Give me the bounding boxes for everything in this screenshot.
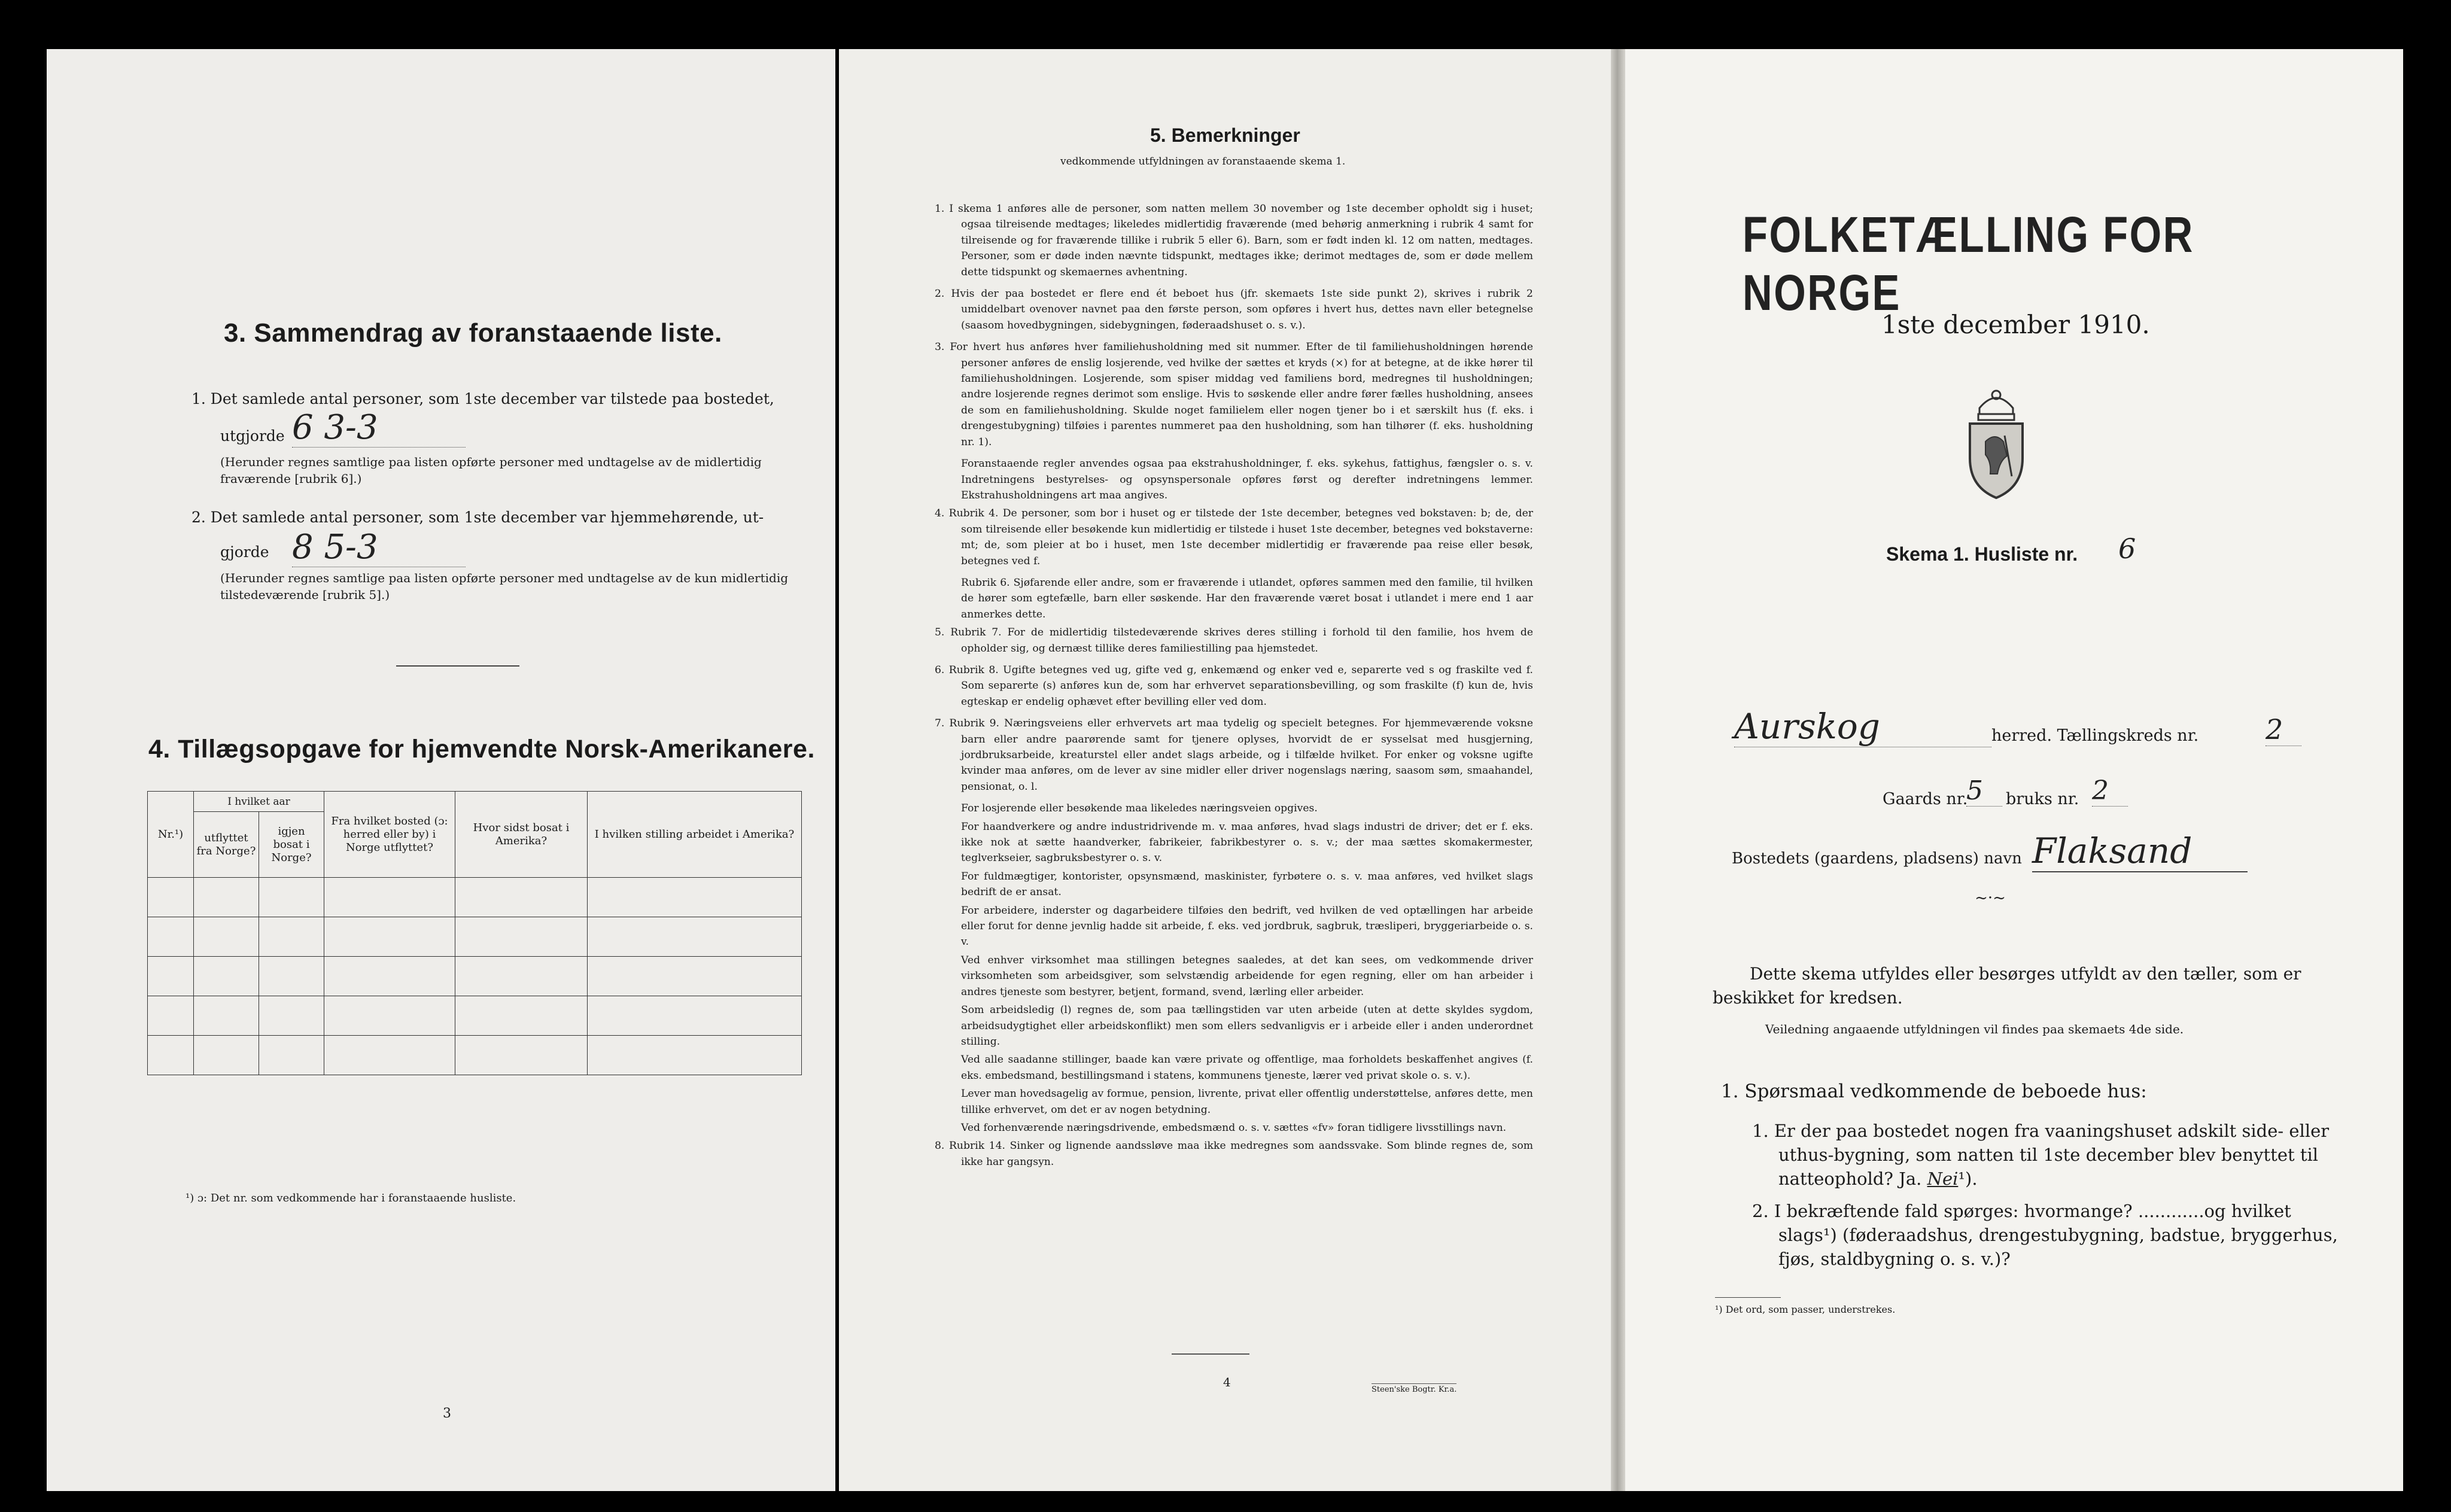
bruks-nr: 2: [2092, 775, 2128, 807]
question-1-text: 1. Er der paa bostedet nogen fra vaaningshuset adskilt side- eller uthus-bygning, som natten til 1ste december blev benyttet til natteophold?: [1752, 1121, 2330, 1189]
intro-text: Dette skema utfyldes eller besørges utfyldt av den tæller, som er beskikket for kredsen.: [1713, 964, 2301, 1008]
gaards-label: Gaards nr.: [1883, 790, 1968, 808]
page-4: [839, 49, 1611, 1491]
remark-paragraph: 4. Rubrik 4. De personer, som bor i huset og er tilstede der 1ste december, betegnes ved bokstaven: b; de, der som tilreisende eller besøkende kun midlertidig er tilstede i huset 1ste december, betegnes ved bokstaverne: mt; de, som pleier at bo i huset, men 1ste december midlertidig er fraværende paa reise eller besøk, betegnes ved f.: [935, 507, 1533, 567]
question-1: 1. Er der paa bostedet nogen fra vaaningshuset adskilt side- eller uthus-bygning, som natten til 1ste december blev benyttet til natteophold? Ja. Nei¹).: [1752, 1121, 2330, 1189]
remark-paragraph: Rubrik 6. Sjøfarende eller andre, som er fraværende i utlandet, opføres sammen med den familie, til hvilken de hører som egtefælle, barn eller søskende. Har den fraværende været bosat i utlandet i mere end 1 aar anmerkes dette.: [961, 576, 1533, 620]
census-date: 1ste december 1910.: [1881, 310, 2150, 339]
table-row: [148, 957, 802, 996]
table-footnote: ¹) ɔ: Det nr. som vedkommende har i foranstaaende husliste.: [186, 1192, 516, 1204]
herred-label: herred. Tællingskreds nr.: [1991, 726, 2199, 745]
question-1-answer-prefix: Ja.: [1899, 1169, 1922, 1189]
remark-paragraph: Ved alle saadanne stillinger, baade kan være private og offentlige, maa forholdets beskaffenhet angives (f. eks. embedsmand, bestillingsmand i statens, kommunens tjeneste, lærer ved privat skole o. s. v.).: [961, 1054, 1533, 1082]
summary-item-1-lead: utgjorde: [220, 427, 285, 445]
remark-paragraph: Ved forhenværende næringsdrivende, embedsmænd o. s. v. sættes «fv» foran tidligere livsstillings navn.: [961, 1121, 1507, 1134]
remark-paragraph: 7. Rubrik 9. Næringsveiens eller erhvervets art maa tydelig og specielt betegnes. For hjemmeværende voksne barn eller andre paarørende samt for tjenere oplyses, hvorvidt de er sysselsat med husgjerning, jordbruksarbeide, kreaturstel eller andet slags arbeide, og i tilfælde hvilket. For enker og voksne ugifte kvinder maa anføres, om de lever av sine midler eller driver nogenslags næring, saasom søm, smaahandel, pensionat, o. l.: [935, 717, 1533, 793]
remark-paragraph: 6. Rubrik 8. Ugifte betegnes ved ug, gifte ved g, enkemænd og enker ved e, separerte ved s og fraskilte ved f. Som separerte (s) anføres kun de, som har erhvervet separationsbevilling, og som fraskilte (f) kun de, hvis egteskap er endelig ophævet efter bevilling eller ved dom.: [935, 664, 1533, 708]
questions-heading: 1. Spørsmaal vedkommende de beboede hus:: [1721, 1081, 2147, 1102]
section-4-title: 4. Tillægsopgave for hjemvendte Norsk-Amerikanere.: [148, 735, 815, 763]
summary-item-1-text: 1. Det samlede antal personer, som 1ste december var tilstede paa bostedet,: [191, 390, 774, 407]
col-header-from-where: Fra hvilket bosted (ɔ: herred eller by) i Norge utflyttet?: [324, 792, 455, 878]
page-1-footnote: ¹) Det ord, som passer, understrekes.: [1715, 1304, 1896, 1315]
summary-item-2-note: (Herunder regnes samtlige paa listen opførte personer med undtagelse av de kun midlertidig tilstedeværende [rubrik 5].): [220, 571, 789, 602]
remark-paragraph: Lever man hovedsagelig av formue, pension, livrente, privat eller offentlig understøttelse, anføres dette, men tillike erhvervet, om det er av nogen betydning.: [961, 1088, 1533, 1116]
table-row: [148, 917, 802, 957]
remark-paragraph: For arbeidere, inderster og dagarbeidere tilføies den bedrift, ved hvilken de ved optællingen har arbeide eller forut for denne jevnlig hadde sit arbeide, f. eks. ved jordbruk, sagbruk, træsliperi, bryggeriarbeide o. s. v.: [961, 904, 1533, 948]
divider-line: [396, 665, 519, 667]
summary-item-1: [191, 388, 808, 410]
col-header-nr: Nr.¹): [148, 792, 194, 878]
summary-item-1-note: (Herunder regnes samtlige paa listen opførte personer med undtagelse av de midlertidig fraværende [rubrik 6].): [220, 455, 762, 486]
page-3: [47, 49, 835, 1491]
intro-note: Veiledning angaaende utfyldningen vil findes paa skemaets 4de side.: [1765, 1022, 2184, 1036]
bruks-label: bruks nr.: [2006, 790, 2079, 808]
question-1-answer: Nei: [1927, 1169, 1959, 1189]
herred-value: Aurskog: [1734, 706, 1991, 747]
remarks-title: 5. Bemerkninger: [1150, 124, 1300, 146]
bosted-label: Bostedets (gaardens, pladsens) navn: [1732, 850, 2022, 868]
section-3-title: 3. Sammendrag av foranstaaende liste.: [224, 318, 722, 348]
remark-paragraph: For haandverkere og andre industridrivende m. v. maa anføres, hvad slags industri de driver; det er f. eks. ikke nok at sætte haandverker, fabrikeier, fabrikbestyrer o. s. v.; der maa sættes skomakermester, teglverkseier, sagbruksbestyrer o. s. v.: [961, 820, 1533, 865]
remark-paragraph: 5. Rubrik 7. For de midlertidig tilstedeværende skrives deres stilling i forhold til den familie, hos hvem de opholder sig, og dernæst tillike deres familiestilling paa hjemstedet.: [935, 626, 1533, 655]
summary-item-1-value: 6 3-3: [292, 408, 466, 448]
footnote-rule: [1715, 1297, 1781, 1298]
col-header-emigrated: utflyttet fra Norge?: [194, 812, 259, 878]
summary-item-2-value: 8 5-3: [292, 528, 466, 567]
col-header-position: I hvilken stilling arbeidet i Amerika?: [588, 792, 802, 878]
husliste-nr: 6: [2118, 533, 2136, 565]
census-title: FOLKETÆLLING FOR NORGE: [1743, 206, 2194, 321]
col-header-last-lived: Hvor sidst bosat i Amerika?: [455, 792, 588, 878]
page-number-4: 4: [1223, 1375, 1231, 1389]
remark-paragraph: Ved enhver virksomhet maa stillingen betegnes saaledes, at det kan sees, om vedkommende driver virksomheten som arbeidsgiver, som selvstændig arbeidende for egen regning, eller om han arbeider i andres tjeneste som bestyrer, betjent, formand, svend, lærling eller arbeider.: [961, 954, 1533, 998]
bosted-value: Flaksand: [2032, 830, 2248, 872]
page-1: [1625, 49, 2403, 1491]
page-number-3: 3: [443, 1406, 451, 1421]
question-2: 2. I bekræftende fald spørges: hvormange? ............og hvilket slags¹) (føderaadshus, drengestubygning, badstue, bryggerhus, fjøs, staldbygning o. s. v.)?: [1752, 1201, 2338, 1269]
summary-item-2-lead: gjorde: [220, 543, 269, 561]
remark-paragraph: Som arbeidsledig (l) regnes de, som paa tællingstiden var uten arbeide (uten at dette skyldes sygdom, arbeidsudygtighet eller arbeidskonflikt) men som ellers sedvanligvis er i arbeide eller i anden underordnet stilling.: [961, 1004, 1533, 1048]
table-row: [148, 878, 802, 917]
remark-paragraph: 8. Rubrik 14. Sinker og lignende aandssløve maa ikke medregnes som aandssvake. Som blinde regnes de, som ikke har gangsyn.: [935, 1140, 1533, 1168]
remark-paragraph: 3. For hvert hus anføres hver familiehusholdning med sit nummer. Efter de til familiehusholdningen hørende personer anføres de enslig losjerende, ved hvilke der sættes et kryds (×) for at betegne, at de ikke hører til familiehusholdningen. Losjerende, som spiser middag ved familiens bord, medregnes til husholdningen; andre losjerende regnes derimot som enslige. Hvis to søskende eller andre fører fælles husholdning, ansees de som en familiehusholdning. Skulde noget familielem eller nogen tjener bo i et særskilt hus (f. eks. i drengestubygning) tilføies i parentes nummeret paa den husholdning, som han tilhører (f. eks. husholdning nr. 1).: [935, 341, 1533, 448]
remarks-list: [935, 201, 1533, 1176]
col-header-returned: igjen bosat i Norge?: [259, 812, 324, 878]
norway-coat-of-arms-icon: [1962, 384, 2031, 501]
kreds-nr: 2: [2265, 713, 2301, 746]
remark-paragraph: For fuldmægtiger, kontorister, opsynsmænd, maskinister, fyrbøtere o. s. v. maa anføres, ved hvilket slags bedrift de er ansat.: [961, 870, 1533, 899]
remark-paragraph: Foranstaaende regler anvendes ogsaa paa ekstrahusholdninger, f. eks. sykehus, fattighus, fængsler o. s. v. Indretningens bestyrelses- og opsynspersonale opføres først og derefter indretningens lemmer. Ekstrahusholdningens art maa angives.: [961, 458, 1533, 501]
summary-item-2-text: 2. Det samlede antal personer, som 1ste december var hjemmehørende, ut-: [191, 509, 764, 526]
remark-paragraph: For losjerende eller besøkende maa likeledes næringsveien opgives.: [961, 802, 1318, 815]
gaards-nr: 5: [1966, 775, 2002, 807]
ornament-divider: ~·~: [1975, 889, 2006, 907]
remarks-subtitle: vedkommende utfyldningen av foranstaaende skema 1.: [1060, 156, 1346, 168]
table-row: [148, 996, 802, 1036]
norsk-amerikanere-table: [147, 791, 802, 1075]
col-header-year-group: I hvilket aar: [194, 792, 324, 812]
schema-label: Skema 1. Husliste nr.: [1886, 543, 2078, 565]
remark-paragraph: 2. Hvis der paa bostedet er flere end ét beboet hus (jfr. skemaets 1ste side punkt 2), skrives i rubrik 2 umiddelbart ovenover navnet paa den første person, som opføres i hvert hus, dettes navn eller betegnelse (saasom hovedbygningen, sidebygningen, føderaadshuset o. s. v.).: [935, 288, 1533, 331]
printer-mark: Steen'ske Bogtr. Kr.a.: [1372, 1383, 1456, 1394]
book-spine: [1611, 49, 1625, 1491]
remark-paragraph: 1. I skema 1 anføres alle de personer, som natten mellem 30 november og 1ste december opholdt sig i huset; ogsaa tilreisende medtages; likeledes midlertidig fraværende (med behørig anmerkning i rubrik 4 samt for tilreisende og for fraværende tillike i rubrik 5 eller 6). Barn, som er født inden kl. 12 om natten, medtages. Personer, som er døde inden nævnte tidspunkt, medtages ikke; derimot medtages de, som er døde mellem dette tidspunkt og skemaernes avhentning.: [935, 203, 1533, 278]
table-row: [148, 1036, 802, 1075]
end-rule: [1172, 1353, 1249, 1355]
